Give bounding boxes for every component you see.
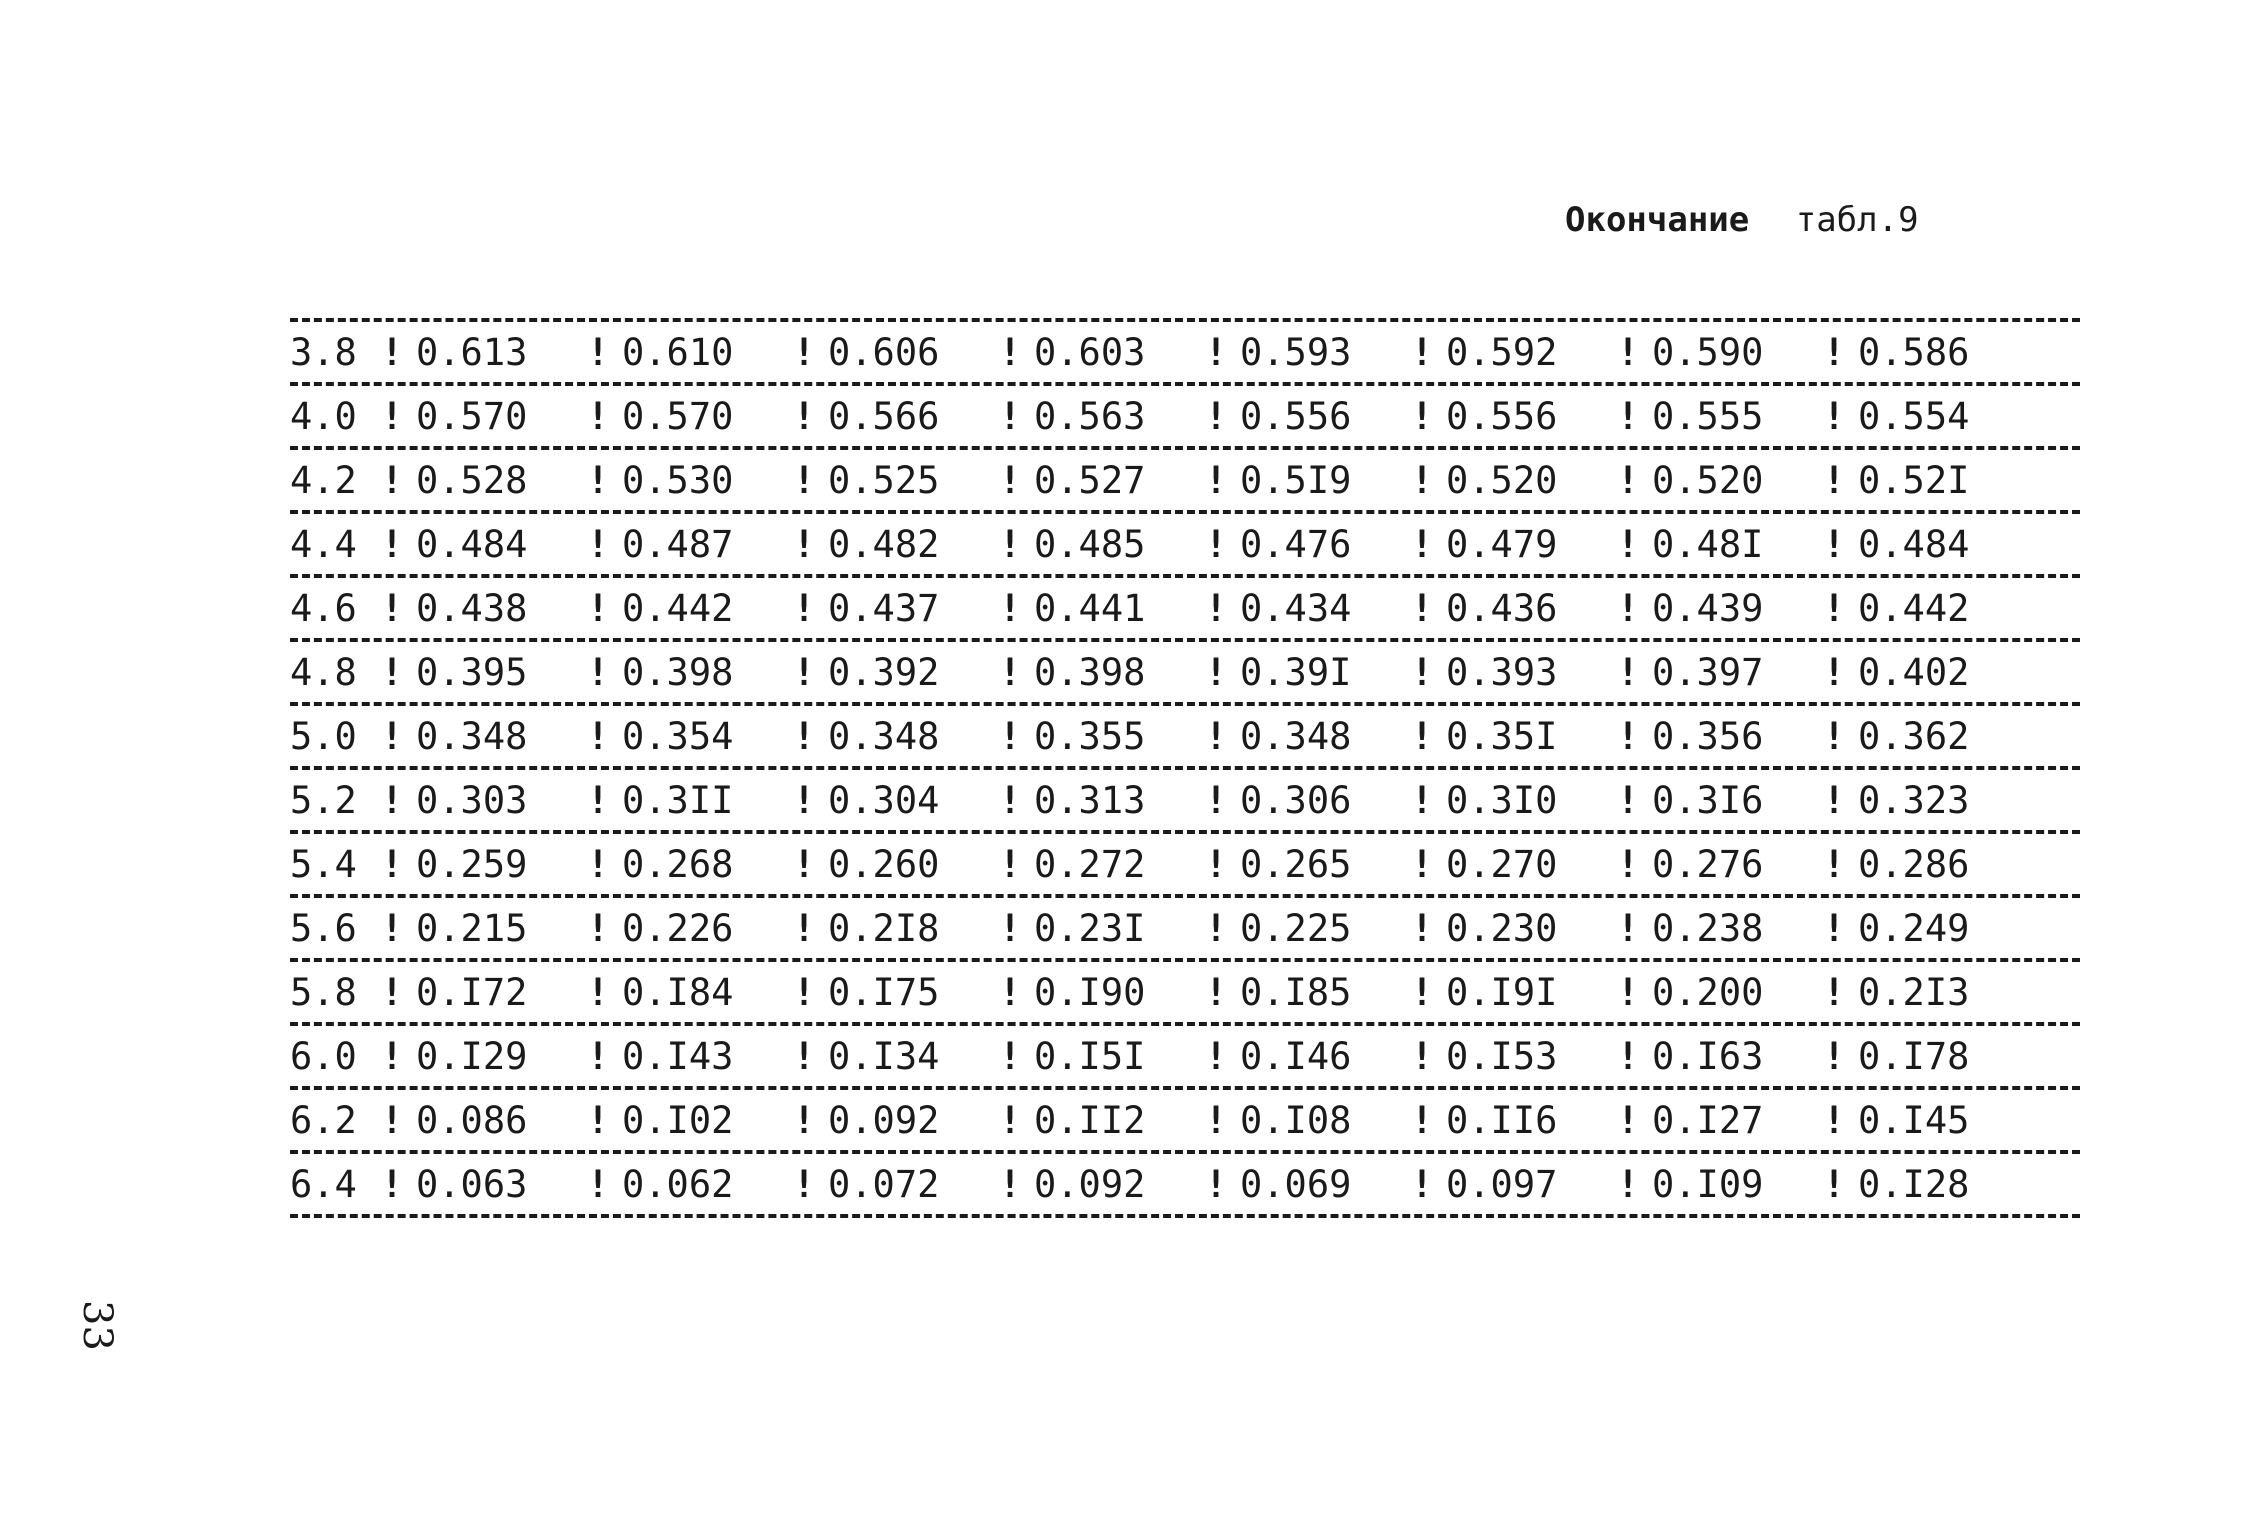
- column-separator: !: [1410, 330, 1434, 374]
- column-separator: !: [792, 458, 816, 502]
- column-separator: !: [1822, 458, 1846, 502]
- table-cell: 0.3I6: [1652, 778, 1764, 822]
- column-separator: !: [1410, 522, 1434, 566]
- row-argument: 5.8: [290, 970, 357, 1014]
- table-cell: 0.570: [416, 394, 528, 438]
- table-cell: 0.265: [1240, 842, 1352, 886]
- table-cell: 0.348: [1240, 714, 1352, 758]
- column-separator: !: [586, 330, 610, 374]
- column-separator: !: [586, 714, 610, 758]
- row-argument: 4.8: [290, 650, 357, 694]
- column-separator: !: [1410, 458, 1434, 502]
- row-argument: 4.2: [290, 458, 357, 502]
- table-cell: 0.482: [828, 522, 940, 566]
- column-separator: !: [380, 586, 404, 630]
- column-separator: !: [1822, 522, 1846, 566]
- table-cell: 0.268: [622, 842, 734, 886]
- table-cell: 0.35I: [1446, 714, 1558, 758]
- column-separator: !: [1410, 394, 1434, 438]
- column-separator: !: [1204, 330, 1228, 374]
- column-separator: !: [1616, 1034, 1640, 1078]
- column-separator: !: [380, 1162, 404, 1206]
- column-separator: !: [998, 970, 1022, 1014]
- column-separator: !: [792, 522, 816, 566]
- column-separator: !: [998, 522, 1022, 566]
- table-cell: 0.392: [828, 650, 940, 694]
- caption-bold: Окончание: [1565, 200, 1750, 240]
- table-cell: 0.I46: [1240, 1034, 1352, 1078]
- column-separator: !: [586, 906, 610, 950]
- column-separator: !: [1616, 1162, 1640, 1206]
- table-cell: 0.570: [622, 394, 734, 438]
- column-separator: !: [380, 970, 404, 1014]
- table-cell: 0.527: [1034, 458, 1146, 502]
- column-separator: !: [1410, 714, 1434, 758]
- table-cell: 0.476: [1240, 522, 1352, 566]
- table-cell: 0.304: [828, 778, 940, 822]
- table-cell: 0.485: [1034, 522, 1146, 566]
- table-cell: 0.397: [1652, 650, 1764, 694]
- column-separator: !: [1410, 586, 1434, 630]
- column-separator: !: [586, 650, 610, 694]
- column-separator: !: [1410, 1034, 1434, 1078]
- table-cell: 0.434: [1240, 586, 1352, 630]
- row-argument: 5.4: [290, 842, 357, 886]
- column-separator: !: [792, 714, 816, 758]
- column-separator: !: [1822, 842, 1846, 886]
- column-separator: !: [1204, 1098, 1228, 1142]
- table-cell: 0.606: [828, 330, 940, 374]
- column-separator: !: [1410, 906, 1434, 950]
- column-separator: !: [792, 650, 816, 694]
- row-argument: 5.0: [290, 714, 357, 758]
- table-cell: 0.566: [828, 394, 940, 438]
- column-separator: !: [998, 330, 1022, 374]
- table-cell: 0.484: [416, 522, 528, 566]
- table-cell: 0.2I8: [828, 906, 940, 950]
- table-cell: 0.530: [622, 458, 734, 502]
- table-cell: 0.092: [1034, 1162, 1146, 1206]
- column-separator: !: [1822, 586, 1846, 630]
- column-separator: !: [1616, 842, 1640, 886]
- table-cell: 0.230: [1446, 906, 1558, 950]
- column-separator: !: [1204, 842, 1228, 886]
- column-separator: !: [1204, 906, 1228, 950]
- table-row: [290, 386, 2120, 446]
- column-separator: !: [1822, 394, 1846, 438]
- table-row: [290, 1026, 2120, 1086]
- table-rule: [290, 1214, 2080, 1218]
- table-cell: 0.437: [828, 586, 940, 630]
- table-row: [290, 1090, 2120, 1150]
- table-cell: 0.I63: [1652, 1034, 1764, 1078]
- column-separator: !: [380, 906, 404, 950]
- column-separator: !: [1822, 330, 1846, 374]
- table-cell: 0.I34: [828, 1034, 940, 1078]
- table-cell: 0.092: [828, 1098, 940, 1142]
- row-argument: 4.4: [290, 522, 357, 566]
- table-caption: [1565, 200, 1919, 240]
- table-row: [290, 450, 2120, 510]
- column-separator: !: [998, 842, 1022, 886]
- table-cell: 0.23I: [1034, 906, 1146, 950]
- column-separator: !: [1822, 1034, 1846, 1078]
- table-cell: 0.226: [622, 906, 734, 950]
- table-cell: 0.520: [1652, 458, 1764, 502]
- table-cell: 0.442: [1858, 586, 1970, 630]
- column-separator: !: [380, 522, 404, 566]
- column-separator: !: [380, 650, 404, 694]
- table-cell: 0.II2: [1034, 1098, 1146, 1142]
- column-separator: !: [586, 458, 610, 502]
- column-separator: !: [998, 1098, 1022, 1142]
- table-cell: 0.200: [1652, 970, 1764, 1014]
- table-cell: 0.39I: [1240, 650, 1352, 694]
- column-separator: !: [586, 394, 610, 438]
- row-argument: 3.8: [290, 330, 357, 374]
- column-separator: !: [1204, 1034, 1228, 1078]
- table-cell: 0.613: [416, 330, 528, 374]
- table-cell: 0.441: [1034, 586, 1146, 630]
- column-separator: !: [380, 842, 404, 886]
- table-cell: 0.313: [1034, 778, 1146, 822]
- column-separator: !: [998, 650, 1022, 694]
- data-table: [290, 318, 2120, 1218]
- table-cell: 0.086: [416, 1098, 528, 1142]
- table-cell: 0.306: [1240, 778, 1352, 822]
- row-argument: 6.0: [290, 1034, 357, 1078]
- table-cell: 0.238: [1652, 906, 1764, 950]
- column-separator: !: [586, 778, 610, 822]
- column-separator: !: [792, 842, 816, 886]
- table-cell: 0.355: [1034, 714, 1146, 758]
- table-row: [290, 898, 2120, 958]
- table-cell: 0.556: [1446, 394, 1558, 438]
- table-cell: 0.479: [1446, 522, 1558, 566]
- table-cell: 0.I78: [1858, 1034, 1970, 1078]
- column-separator: !: [380, 394, 404, 438]
- column-separator: !: [586, 522, 610, 566]
- table-cell: 0.603: [1034, 330, 1146, 374]
- table-cell: 0.I29: [416, 1034, 528, 1078]
- column-separator: !: [380, 330, 404, 374]
- table-cell: 0.062: [622, 1162, 734, 1206]
- table-cell: 0.072: [828, 1162, 940, 1206]
- table-cell: 0.I53: [1446, 1034, 1558, 1078]
- column-separator: !: [792, 330, 816, 374]
- column-separator: !: [586, 842, 610, 886]
- column-separator: !: [1616, 1098, 1640, 1142]
- column-separator: !: [998, 1034, 1022, 1078]
- column-separator: !: [1410, 970, 1434, 1014]
- column-separator: !: [586, 970, 610, 1014]
- column-separator: !: [380, 714, 404, 758]
- table-cell: 0.I9I: [1446, 970, 1558, 1014]
- row-argument: 4.0: [290, 394, 357, 438]
- table-cell: 0.556: [1240, 394, 1352, 438]
- row-argument: 5.2: [290, 778, 357, 822]
- table-cell: 0.270: [1446, 842, 1558, 886]
- column-separator: !: [1204, 586, 1228, 630]
- column-separator: !: [1616, 970, 1640, 1014]
- column-separator: !: [1616, 714, 1640, 758]
- column-separator: !: [1410, 778, 1434, 822]
- table-cell: 0.3I0: [1446, 778, 1558, 822]
- table-cell: 0.586: [1858, 330, 1970, 374]
- column-separator: !: [1204, 1162, 1228, 1206]
- table-cell: 0.348: [828, 714, 940, 758]
- column-separator: !: [792, 1162, 816, 1206]
- column-separator: !: [792, 394, 816, 438]
- caption-table-ref: табл.9: [1795, 200, 1919, 240]
- column-separator: !: [792, 586, 816, 630]
- column-separator: !: [998, 906, 1022, 950]
- row-argument: 4.6: [290, 586, 357, 630]
- table-row: [290, 706, 2120, 766]
- table-cell: 0.260: [828, 842, 940, 886]
- table-cell: 0.362: [1858, 714, 1970, 758]
- column-separator: !: [792, 778, 816, 822]
- row-argument: 6.2: [290, 1098, 357, 1142]
- table-cell: 0.48I: [1652, 522, 1764, 566]
- column-separator: !: [792, 906, 816, 950]
- table-cell: 0.3II: [622, 778, 734, 822]
- table-cell: 0.438: [416, 586, 528, 630]
- table-cell: 0.I02: [622, 1098, 734, 1142]
- table-cell: 0.286: [1858, 842, 1970, 886]
- table-row: [290, 514, 2120, 574]
- table-cell: 0.590: [1652, 330, 1764, 374]
- column-separator: !: [1616, 522, 1640, 566]
- table-row: [290, 642, 2120, 702]
- column-separator: !: [1204, 970, 1228, 1014]
- table-cell: 0.I08: [1240, 1098, 1352, 1142]
- table-cell: 0.402: [1858, 650, 1970, 694]
- table-cell: 0.303: [416, 778, 528, 822]
- column-separator: !: [998, 458, 1022, 502]
- column-separator: !: [1204, 522, 1228, 566]
- column-separator: !: [998, 778, 1022, 822]
- table-cell: 0.436: [1446, 586, 1558, 630]
- column-separator: !: [792, 1034, 816, 1078]
- column-separator: !: [1616, 650, 1640, 694]
- column-separator: !: [586, 1098, 610, 1142]
- column-separator: !: [586, 1034, 610, 1078]
- column-separator: !: [1822, 906, 1846, 950]
- column-separator: !: [998, 394, 1022, 438]
- table-row: [290, 770, 2120, 830]
- table-cell: 0.393: [1446, 650, 1558, 694]
- table-cell: 0.323: [1858, 778, 1970, 822]
- table-cell: 0.I09: [1652, 1162, 1764, 1206]
- row-argument: 5.6: [290, 906, 357, 950]
- column-separator: !: [1204, 714, 1228, 758]
- table-cell: 0.2I3: [1858, 970, 1970, 1014]
- table-cell: 0.I5I: [1034, 1034, 1146, 1078]
- table-cell: 0.554: [1858, 394, 1970, 438]
- table-cell: 0.592: [1446, 330, 1558, 374]
- table-cell: 0.520: [1446, 458, 1558, 502]
- column-separator: !: [1204, 458, 1228, 502]
- table-cell: 0.484: [1858, 522, 1970, 566]
- table-cell: 0.442: [622, 586, 734, 630]
- column-separator: !: [1204, 778, 1228, 822]
- column-separator: !: [1616, 458, 1640, 502]
- column-separator: !: [1616, 330, 1640, 374]
- table-cell: 0.I72: [416, 970, 528, 1014]
- column-separator: !: [380, 458, 404, 502]
- table-cell: 0.I43: [622, 1034, 734, 1078]
- table-cell: 0.563: [1034, 394, 1146, 438]
- table-cell: 0.593: [1240, 330, 1352, 374]
- table-cell: 0.439: [1652, 586, 1764, 630]
- column-separator: !: [998, 1162, 1022, 1206]
- table-cell: 0.487: [622, 522, 734, 566]
- table-cell: 0.610: [622, 330, 734, 374]
- table-cell: 0.5I9: [1240, 458, 1352, 502]
- column-separator: !: [1822, 1098, 1846, 1142]
- column-separator: !: [380, 1098, 404, 1142]
- table-row: [290, 834, 2120, 894]
- column-separator: !: [380, 1034, 404, 1078]
- table-cell: 0.348: [416, 714, 528, 758]
- column-separator: !: [1410, 1098, 1434, 1142]
- column-separator: !: [792, 1098, 816, 1142]
- table-cell: 0.395: [416, 650, 528, 694]
- table-cell: 0.398: [622, 650, 734, 694]
- column-separator: !: [1410, 650, 1434, 694]
- table-cell: 0.555: [1652, 394, 1764, 438]
- table-cell: 0.276: [1652, 842, 1764, 886]
- column-separator: !: [1822, 650, 1846, 694]
- column-separator: !: [1204, 394, 1228, 438]
- table-cell: 0.354: [622, 714, 734, 758]
- table-row: [290, 962, 2120, 1022]
- column-separator: !: [1822, 714, 1846, 758]
- column-separator: !: [1822, 778, 1846, 822]
- table-row: [290, 578, 2120, 638]
- table-cell: 0.356: [1652, 714, 1764, 758]
- table-row: [290, 322, 2120, 382]
- table-cell: 0.I27: [1652, 1098, 1764, 1142]
- column-separator: !: [1616, 394, 1640, 438]
- table-cell: 0.069: [1240, 1162, 1352, 1206]
- page-number: 33: [74, 1300, 120, 1351]
- row-argument: 6.4: [290, 1162, 357, 1206]
- column-separator: !: [1410, 842, 1434, 886]
- column-separator: !: [586, 1162, 610, 1206]
- table-cell: 0.II6: [1446, 1098, 1558, 1142]
- table-row: [290, 1154, 2120, 1214]
- column-separator: !: [1822, 1162, 1846, 1206]
- column-separator: !: [1616, 906, 1640, 950]
- column-separator: !: [998, 586, 1022, 630]
- column-separator: !: [1616, 586, 1640, 630]
- table-cell: 0.I90: [1034, 970, 1146, 1014]
- table-cell: 0.I45: [1858, 1098, 1970, 1142]
- table-cell: 0.I85: [1240, 970, 1352, 1014]
- table-cell: 0.272: [1034, 842, 1146, 886]
- table-cell: 0.I84: [622, 970, 734, 1014]
- table-cell: 0.I28: [1858, 1162, 1970, 1206]
- column-separator: !: [998, 714, 1022, 758]
- column-separator: !: [792, 970, 816, 1014]
- table-cell: 0.215: [416, 906, 528, 950]
- table-cell: 0.52I: [1858, 458, 1970, 502]
- column-separator: !: [1822, 970, 1846, 1014]
- column-separator: !: [1204, 650, 1228, 694]
- table-cell: 0.225: [1240, 906, 1352, 950]
- table-cell: 0.259: [416, 842, 528, 886]
- table-cell: 0.249: [1858, 906, 1970, 950]
- column-separator: !: [380, 778, 404, 822]
- column-separator: !: [1410, 1162, 1434, 1206]
- table-cell: 0.528: [416, 458, 528, 502]
- column-separator: !: [1616, 778, 1640, 822]
- column-separator: !: [586, 586, 610, 630]
- table-cell: 0.097: [1446, 1162, 1558, 1206]
- table-cell: 0.I75: [828, 970, 940, 1014]
- table-cell: 0.398: [1034, 650, 1146, 694]
- table-cell: 0.525: [828, 458, 940, 502]
- table-cell: 0.063: [416, 1162, 528, 1206]
